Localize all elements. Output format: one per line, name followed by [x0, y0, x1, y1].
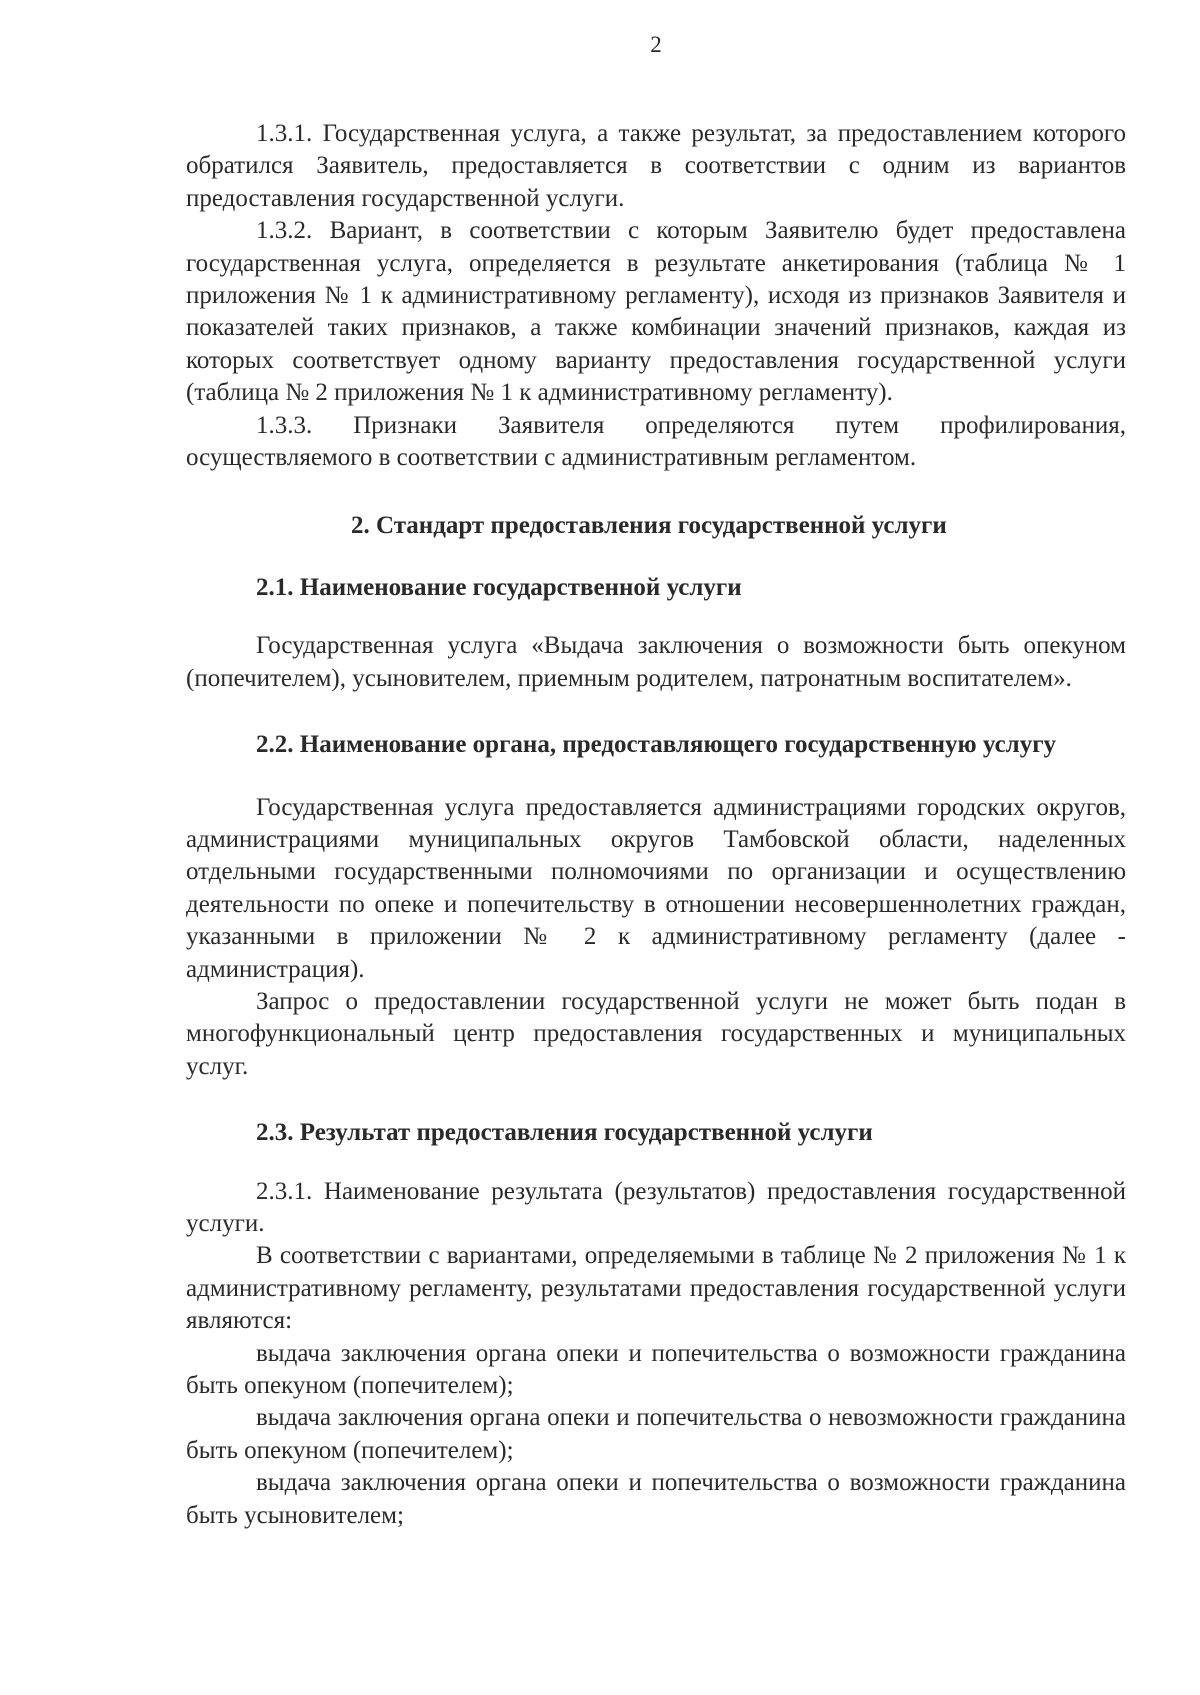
subsection-heading-2-3: 2.3. Результат предоставления государственной услуги	[256, 1119, 873, 1147]
paragraph-1-3-3: 1.3.3. Признаки Заявителя определяются путем профилирования, осуществляемого в соответствии с административным регламентом.	[186, 411, 1126, 472]
paragraph-2-2-b: Запрос о предоставлении государственной услуги не может быть подан в многофункциональный центр предоставления государственных и муниципальных услуг.	[186, 987, 1126, 1080]
paragraph-1-3-1: 1.3.1. Государственная услуга, а также результат, за предоставлением которого обратился Заявитель, предоставляется в соответствии с одним из вариантов предоставления государственной услуги.	[186, 120, 1126, 212]
paragraph-2-3-1: 2.3.1. Наименование результата (результатов) предоставления государственной услуги.	[186, 1177, 1126, 1237]
list-item-result-3: выдача заключения органа опеки и попечительства о возможности гражданина быть усыновителем;	[186, 1469, 1126, 1529]
paragraph-2-3-intro: В соответствии с вариантами, определяемыми в таблице № 2 приложения № 1 к административному регламенту, результатами предоставления государственной услуги являются:	[186, 1242, 1126, 1335]
section-heading-2: 2. Стандарт предоставления государственной услуги	[351, 512, 947, 540]
paragraph-1-3-2: 1.3.2. Вариант, в соответствии с которым Заявителю будет предоставлена государственная услуга, определяется в результате анкетирования (таблица № 1 приложения № 1 к административному регламенту), исходя из признаков Заявителя и показателей таких признаков, а также комбинации значений признаков, каждая из которых соответствует одному варианту предоставления государственной услуги (таблица № 2 приложения № 1 к административному регламенту).	[186, 217, 1126, 407]
list-item-result-1: выдача заключения органа опеки и попечительства о возможности гражданина быть опекуном (попечителем);	[186, 1339, 1126, 1399]
subsection-heading-2-2: 2.2. Наименование органа, предоставляющего государственную услугу	[256, 731, 1057, 759]
paragraph-2-2-a: Государственная услуга предоставляется администрациями городских округов, администрациями муниципальных округов Тамбовской области, наделенных отдельными государственными полномочиями по организации и осуществлению деятельности по опеке и попечительству в отношении несовершеннолетних граждан, указанными в приложении № 2 к административному регламенту (далее - администрация).	[186, 793, 1126, 983]
document-page	[186, 30, 1126, 1532]
page-number: 2	[650, 32, 662, 57]
paragraph-2-1: Государственная услуга «Выдача заключения о возможности быть опекуном (попечителем), усыновителем, приемным родителем, патронатным воспитателем».	[186, 632, 1126, 692]
subsection-heading-2-1: 2.1. Наименование государственной услуги	[256, 573, 742, 601]
list-item-result-2: выдача заключения органа опеки и попечительства о невозможности гражданина быть опекуном (попечителем);	[186, 1404, 1126, 1464]
